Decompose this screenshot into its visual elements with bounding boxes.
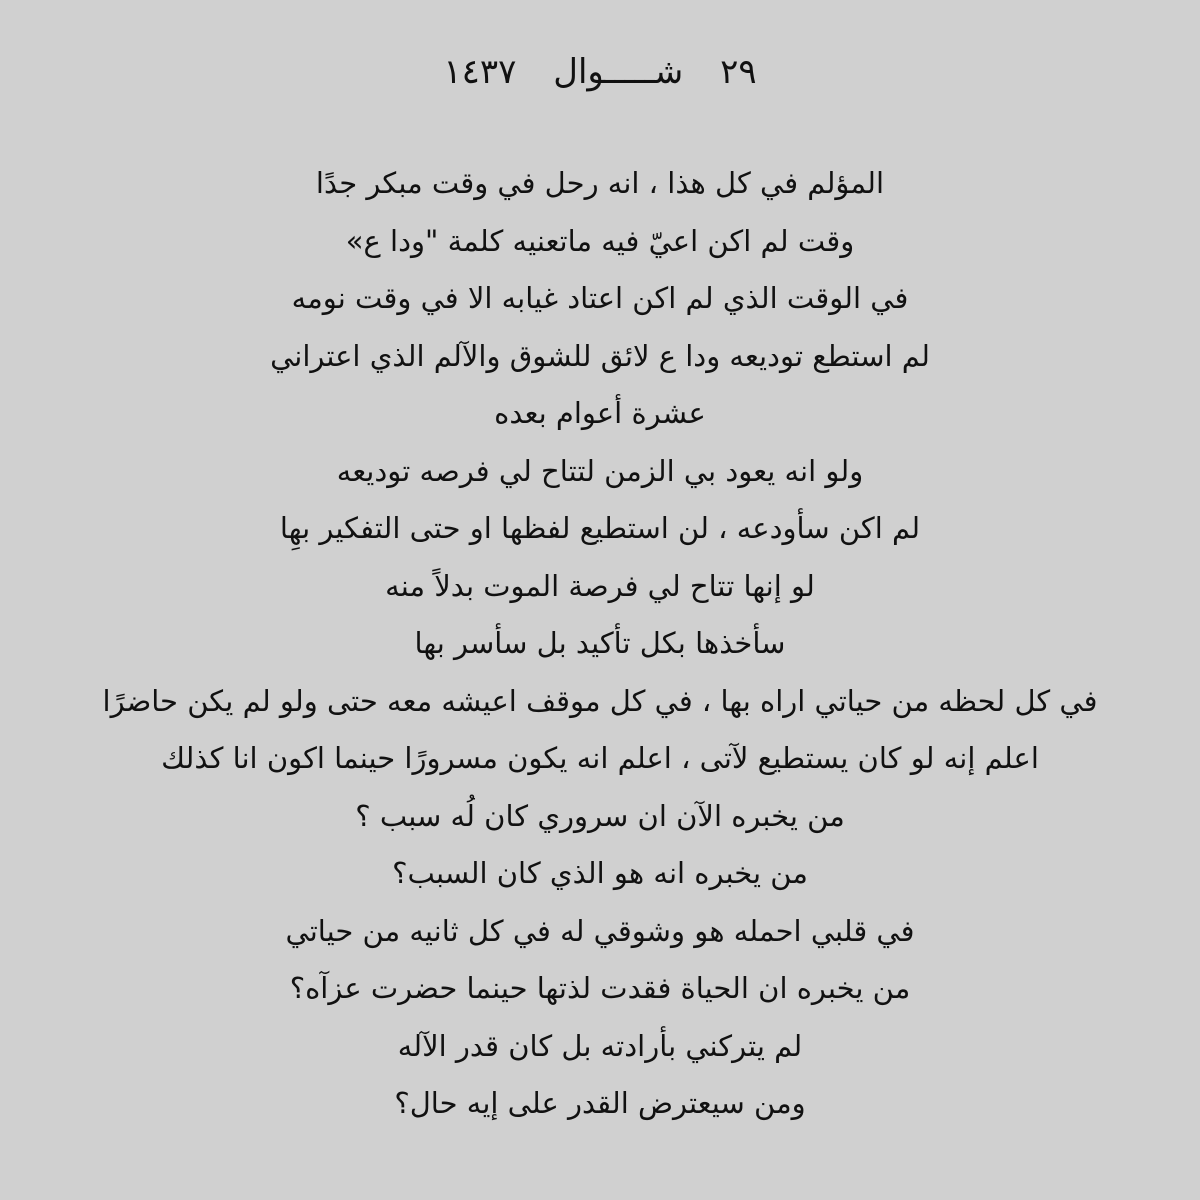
hijri-date [0,46,1200,98]
poem-line: اعلم إنه لو كان يستطيع لآتى ، اعلم انه يكون مسرورًا حينما اكون انا كذلك [161,741,1039,775]
poem-line: ولو انه يعود بي الزمن لتتاح لي فرصه توديعه [336,453,864,488]
poem-line: لم استطع توديعه ودا ع لائق للشوق والآلم الذي اعتراني [270,338,930,373]
poem-line: من يخبره الآن ان سروري كان لُه سبب ؟ [355,798,845,833]
poem-line: من يخبره انه هو الذي كان السبب؟ [392,856,808,890]
poem-line: ومن سيعترض القدر على إيه حال؟ [394,1086,806,1120]
poem-line: من يخبره ان الحياة فقدت لذتها حينما حضرت عزآه؟ [289,971,911,1005]
date-year: ١٤٣٧ [443,52,517,92]
poem-line: في الوقت الذي لم اكن اعتاد غيابه الا في وقت نومه [291,281,909,315]
poem-line: لم يتركني بأرادته بل كان قدر الآله [397,1028,803,1063]
poem-line: وقت لم اكن اعيّ فيه ماتعنيه كلمة "ودا ع» [345,223,855,258]
poem-line: لو إنها تتاح لي فرصة الموت بدلاً منه [385,568,815,603]
poem-line: سأخذها بكل تأكيد بل سأسر بها [414,626,786,660]
poem-line: لم اكن سأودعه ، لن استطيع لفظها او حتى التفكير بهِا [279,511,921,545]
poem-text [40,155,1160,1133]
poem-line: في قلبي احمله هو وشوقي له في كل ثانيه من حياتي [285,913,915,948]
date-month: شـــــوال [553,52,684,92]
date-day: ٢٩ [720,52,757,92]
poem-line: عشرة أعوام بعده [494,396,706,430]
poem-line: المؤلم في كل هذا ، انه رحل في وقت مبكر جدًا [315,166,885,200]
poem-line: في كل لحظه من حياتي اراه بها ، في كل موقف اعيشه معه حتى ولو لم يكن حاضرًا [102,683,1098,718]
